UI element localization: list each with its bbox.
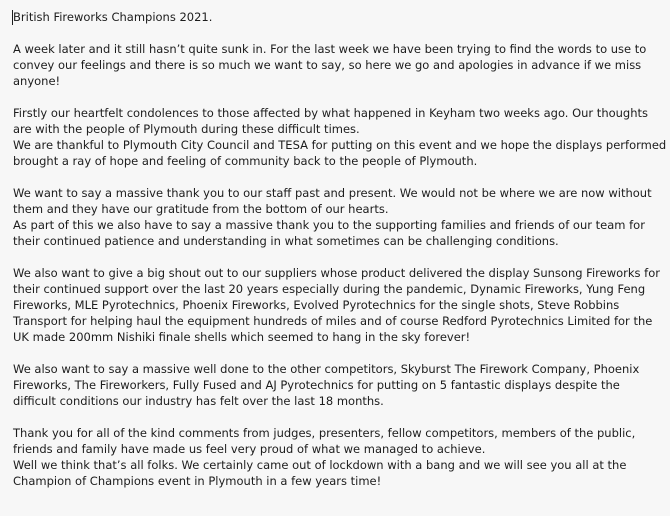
text-line: friends and family have made us feel very proud of what we managed to achieve. [13, 442, 486, 456]
text-line: We also want to give a big shout out to our suppliers whose product delivered the display Sunsong Fireworks for [13, 266, 660, 280]
paragraph [13, 361, 660, 409]
text-line: We also want to say a massive well done to the other competitors, Skyburst The Firework Company, Phoenix [13, 362, 640, 376]
paragraph [13, 185, 660, 249]
paragraph [13, 425, 660, 489]
text-line: anyone! [13, 74, 61, 88]
text-line: We are thankful to Plymouth City Council and TESA for putting on this event and we hope the displays performed [13, 138, 667, 152]
paragraph-gap [13, 25, 660, 41]
text-line: We want to say a massive thank you to our staff past and present. We would not be where we are now without [13, 186, 652, 200]
paragraph [13, 105, 667, 169]
paragraph [13, 41, 660, 89]
text-line: Well we think that’s all folks. We certainly came out of lockdown with a bang and we will see you all at the [13, 458, 627, 472]
text-line: them and they have our gratitude from the bottom of our hearts. [13, 202, 389, 216]
text-cursor [12, 10, 13, 25]
text-line: difficult conditions our industry has felt over the last 18 months. [13, 394, 384, 408]
paragraph-gap [13, 249, 660, 265]
text-line: their continued patience and understanding in what sometimes can be challenging conditions. [13, 234, 559, 248]
text-line: are with the people of Plymouth during these difficult times. [13, 122, 360, 136]
paragraph-gap [13, 345, 660, 361]
paragraph-list [13, 41, 667, 489]
text-line: their continued support over the last 20 years especially during the pandemic, Dynamic Fireworks, Yung Feng [13, 282, 646, 296]
text-line: Transport for helping haul the equipment hundreds of miles and of course Redford Pyrotechnics Limited for the [13, 314, 653, 328]
paragraph-gap [13, 89, 660, 105]
text-line: Fireworks, MLE Pyrotechnics, Phoenix Fireworks, Evolved Pyrotechnics for the single shots, Steve Robbins [13, 298, 620, 312]
paragraph-gap [13, 409, 660, 425]
text-line: Fireworks, The Fireworkers, Fully Fused and AJ Pyrotechnics for putting on 5 fantastic displays despite the [13, 378, 620, 392]
text-line: As part of this we also have to say a massive thank you to the supporting families and friends of our team for [13, 218, 645, 232]
text-line: Thank you for all of the kind comments from judges, presenters, fellow competitors, members of the public, [13, 426, 636, 440]
document-title: British Fireworks Champions 2021. [13, 10, 213, 24]
paragraph [13, 265, 660, 345]
paragraph-gap [13, 169, 660, 185]
text-line: Champion of Champions event in Plymouth in a few years time! [13, 474, 382, 488]
text-line: brought a ray of hope and feeling of community back to the people of Plymouth. [13, 154, 478, 168]
text-line: Firstly our heartfelt condolences to those affected by what happened in Keyham two weeks ago. Our thoughts [13, 106, 649, 120]
text-line: convey our feelings and there is so much we want to say, so here we go and apologies in advance if we miss [13, 58, 642, 72]
text-line: A week later and it still hasn’t quite sunk in. For the last week we have been trying to find the words to use to [13, 42, 647, 56]
text-line: UK made 200mm Nishiki finale shells which seemed to hang in the sky forever! [13, 330, 471, 344]
